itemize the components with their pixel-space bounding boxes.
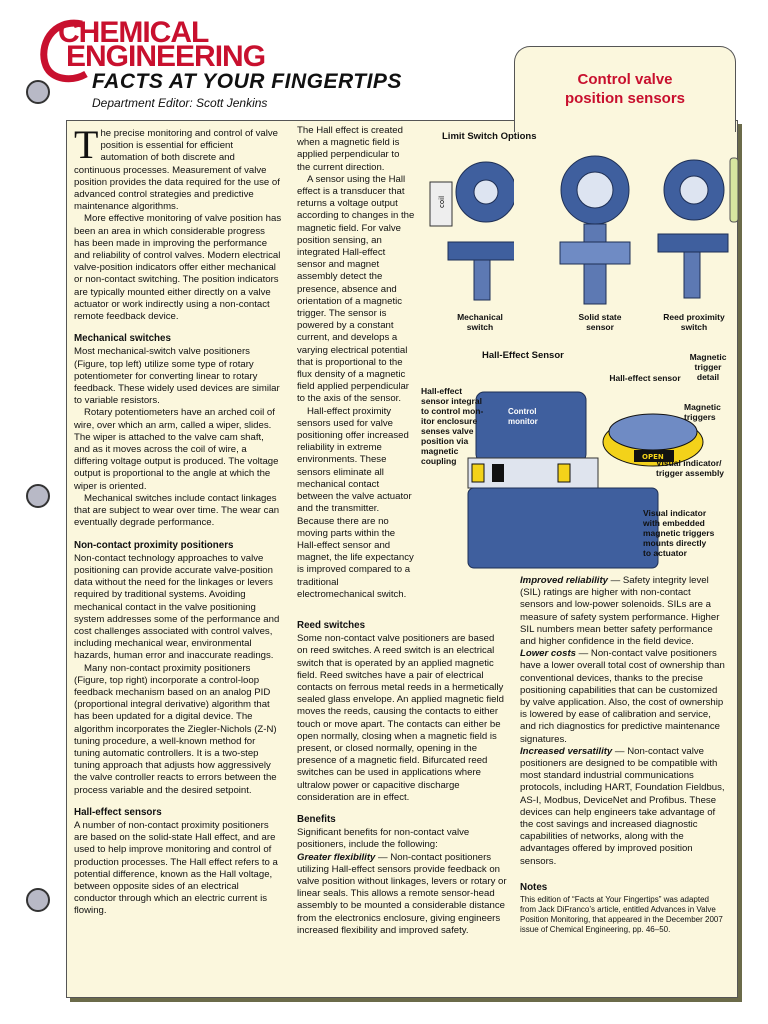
topic-tab — [514, 46, 736, 132]
paragraph: Significant benefits for non-contact valve positioners, include the following: — [297, 827, 470, 851]
paragraph: — Non-contact positioners utilizing Hall-effect sensors provide feedback on valve position without linkages, levers or rotary or linear seals. This allows a remote sensor-head assembly to be mounted a considerable distance from the electronics enclosure, giving engineers increased flexibility and improved safety. — [297, 851, 507, 936]
label-solid-state-sensor: Solid state sensor — [578, 312, 622, 332]
paragraph: Some non-contact valve positioners are based on reed switches. A reed switch is an electrical switch that is operated by an applied magnetic field. Reed switches have a pair of electrical contacts on ferrous metal reeds in a hermetically sealed glass envelope. An applied magnetic field moves the reeds, causing the contacts to either touch or move apart. The contacts can either be open normally, closing when a magnetic field is present, or closed normally, opening in the presence of a magnetic field. Bifurcated reed switches can be used in applications where ultralow power or capacitive discharge consideration are in effect. — [297, 633, 504, 803]
section-heading: Reed switches — [297, 620, 366, 631]
label-hall-effect-sensor: Hall-effect sensor — [609, 373, 681, 383]
logo-text-chemical: CHEMICAL — [58, 16, 209, 49]
paragraph: — Safety integrity level (SIL) ratings are higher with non-contact sensors and low-power solenoids. SILs are a measure of safety system performance. Higher SIL numbers mean better safety performance and higher confidence in the field device. — [520, 575, 720, 648]
label-visual-indicator-assembly: Visual indicator/ trigger assembly — [656, 458, 725, 478]
figure-title-hall: Hall-Effect Sensor — [482, 350, 564, 361]
paragraph: A number of non-contact proximity positioners are based on the solid-state Hall effect, and are used to help improve monitoring and control of production processes. The Hall effect refers to a potential difference, known as the Hall voltage, between opposite sides of an electrical conductor through which an electric current is flowing. — [74, 819, 278, 917]
mechanical-switch-illustration — [424, 150, 514, 310]
lead-in: Lower costs — [520, 648, 576, 660]
paragraph: More effective monitoring of valve position has been an area in which considerable progress has been made in improving the performance and reliability of control valves. Modern electrical valve-position indicators offer either mechanical or non-contact switching. The position indicators are typically mounted either directly on a valve actuator or work indirectly using a non-contact remote feedback device. — [74, 213, 282, 323]
paragraph: Many non-contact proximity positioners (Figure, top right) incorporate a control-loop feedback mechanism based on an analog PID (proportional integral derivative) algorithm that has been updated for a digital device. The algorithm incorporates the Ziegler-Nichols (Z-N) tuning procedure, a well-known method for tuning automatic controllers. It is a two-step tuning approach that adjusts how aggressively the valve controller reacts to errors between the process variable and the desired setpoint. — [74, 662, 277, 796]
figure-title-limit: Limit Switch Options — [442, 131, 537, 142]
reed-proximity-switch-illustration — [650, 150, 740, 310]
section-heading: Notes — [520, 881, 548, 893]
paragraph: he precise monitoring and control of valve position is essential for efficient automation of both discrete and continuous processes. Measurement of valve position provides the data required for the use of advanced control strategies and predictive maintenance algorithms. — [74, 128, 280, 213]
topic-title: Control valve position sensors — [564, 70, 686, 107]
lead-in: Increased versatility — [520, 745, 613, 757]
paragraph: The Hall effect is created when a magnetic field is applied perpendicular to the current direction. — [297, 125, 403, 173]
lead-in: Improved reliability — [520, 575, 608, 586]
section-heading: Non-contact proximity positioners — [74, 539, 234, 551]
binder-hole — [26, 484, 50, 508]
lead-in: Greater flexibility — [297, 851, 376, 863]
paragraph: Most mechanical-switch valve positioners (Figure, top left) utilize some type of rotary potentiometer for converting linear to rotary feedback. These widely used devices are similar to variable resistors. — [74, 346, 280, 407]
section-heading: Hall-effect sensors — [74, 806, 162, 818]
label-magnetic-triggers: Magnetic triggers — [684, 402, 721, 422]
column-2-upper — [297, 125, 415, 601]
label-hall-sensor-integral: Hall-effect sensor integral to control mon- itor enclosure senses valve position via magnetic coupling — [421, 386, 484, 466]
notes-text: This edition of “Facts at Your Fingertips” was adapted from Jack DiFranco’s article, entitled Advances in Valve Position Monitoring, that appeared in the December 2007 issue of Chemical Engineering, pp. 46–50. — [520, 895, 723, 935]
paragraph: — Non-contact valve positioners have a lower overall total cost of ownership than conventional devices, thanks to the precise positioning capabilities that can be customized by valve application. Also, the cost of ownership is lowered by ease of calibration and service, and rich diagnostics for predictive maintenance signatures. — [520, 648, 725, 745]
label-magnetic-trigger-detail: Magnetic trigger detail — [689, 352, 727, 382]
label-visual-indicator-embedded: Visual indicator with embedded magnetic triggers mounts directly to actuator — [643, 508, 715, 558]
binder-hole — [26, 888, 50, 912]
paragraph: A sensor using the Hall effect is a transducer that returns a voltage output according to changes in the magnetic field. For valve position sensing, an integrated Hall-effect sensor and magnet assembly detect the presence, absence and orientation of a magnetic trigger. The sensor is powered by a constant current, and develops a varying electrical potential that is proportional to the flux density of a magnetic field applied perpendicular to the axis of the sensor. — [297, 173, 415, 405]
open-label: OPEN — [642, 453, 664, 461]
department-editor: Department Editor: Scott Jenkins — [92, 96, 268, 110]
column-3 — [520, 575, 725, 935]
paragraph: Hall-effect proximity sensors used for valve positioning offer increased reliability in extreme environments. These sensors eliminate all mechanical contact between the valve actuator and the transmitter. Because there are no moving parts within the Hall-effect sensor and magnet, the life expectancy is improved compared to a traditional electromechanical switch. — [297, 405, 414, 600]
logo-engineering — [66, 42, 265, 72]
section-heading: Benefits — [297, 814, 336, 826]
headline: FACTS AT YOUR FINGERTIPS — [92, 70, 402, 93]
solid-state-sensor-illustration — [550, 150, 640, 310]
paragraph: — Non-contact valve positioners are designed to be compatible with most standard industrial communications protocols, including HART, Foundation Fieldbus, AS-I, Modbus, DeviceNet and Profibus. These devices can help engineers take advantage of the cost savings and increased diagnostic capabilities of networks, along with the advantages offered by improved position sensors. — [520, 745, 725, 867]
label-control-monitor: Control monitor — [508, 407, 538, 426]
paragraph: Non-contact technology approaches to valve positioning can provide accurate valve-position data without the need for the linkages or levers required by traditional systems. Avoiding mechanical contact in the valve positioning system addresses some of the performance and cost challenges associated with control valves, including mechanical wear, environmental hazards, human error and inaccurate readings. — [74, 552, 280, 662]
logo-text-engineering: ENGINEERING — [66, 40, 266, 73]
label-mechanical-switch: Mechanical switch — [457, 312, 503, 332]
paragraph: Rotary potentiometers have an arched coil of wire, over which an arm, called a wiper, slides. The wiper is attached to the valve cam shaft, and as it moves across the coil of wire, a differing voltage output is produced. The voltage output is proportional to the angle at which the wiper is oriented. — [74, 407, 279, 492]
column-1 — [74, 122, 282, 918]
section-heading: Mechanical switches — [74, 333, 171, 345]
column-2-lower — [297, 618, 507, 937]
coil-label: coil — [438, 195, 446, 208]
paragraph: Mechanical switches include contact linkages that are subject to wear over time. The wear can eventually degrade performance. — [74, 492, 280, 529]
drop-cap: T — [74, 122, 99, 167]
label-reed-proximity-switch: Reed proximity switch — [663, 312, 725, 332]
